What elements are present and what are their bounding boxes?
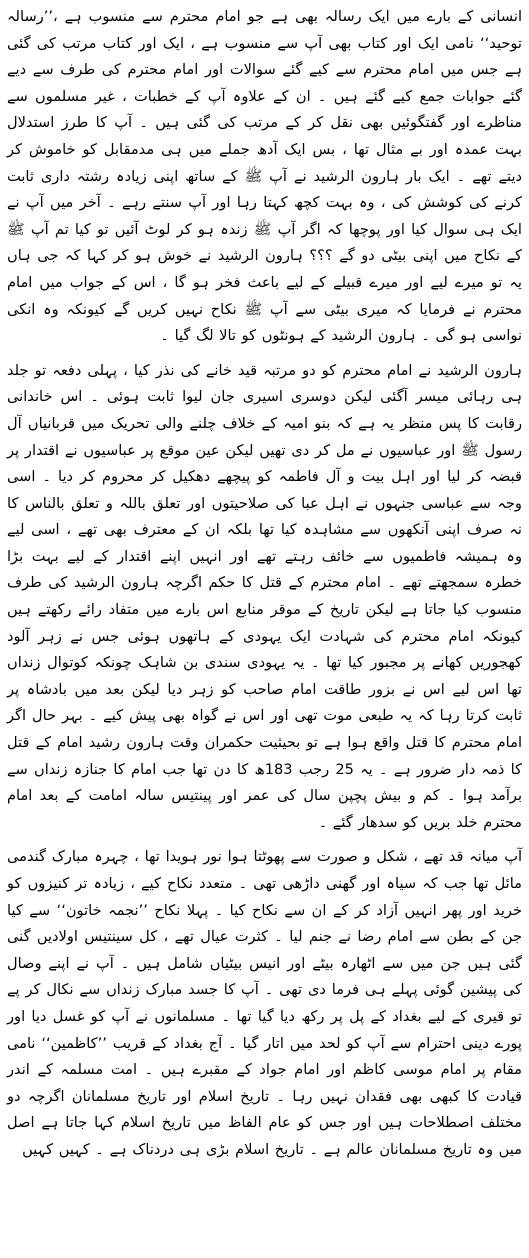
paragraph-books-and-debates: انسانی کے بارے میں ایک رسالہ بھی ہے جو امام محترم سے منسوب ہے ،’’رسالہ توحید‘‘ نامی ایک اور کتاب بھی آپ سے منسوب ہے ، ایک اور کتاب مرتب کی گئی ہے جس میں امام محترم سے کیے گئے سوالات اور امام محترم کی طرف سے دیے گئے جوابات جمع کیے گئے ہیں ۔ ان کے علاوہ آپ کے خطبات ، غیر مسلموں سے مناظرے اور گفتگوئیں بھی نقل کر کے مرتب کی گئی ہیں ۔ آپ کا طرز استدلال بہت عمدہ اور بے مثال تھا ، بس ایک آدھ جملے میں ہی مدمقابل کو خاموش کر دیتے تھے ۔ ایک بار ہارون الرشید نے آپ ﷺ کے ساتھ اپنی زیادہ رشتہ داری ثابت کرنے کی کوشش کی ، وہ بہت کچھ کہتا رہا اور آپ سنتے رہے ۔ آخر میں آپ نے ایک ہی سوال کیا اور پوچھا کہ اگر آپ ﷺ زندہ ہو کر لوٹ آئیں تو کیا تم آپ ﷺ کے نکاح میں اپنی بیٹی دو گے ؟؟؟ ہارون الرشید نے خوش ہو کر کہا کہ جی ہاں یہ تو میرے لیے اور میرے قبیلے کے لیے باعث فخر ہو گا ، اس کے جواب میں امام محترم نے فرمایا کہ میری بیٹی سے آپ ﷺ نکاح نہیں کریں گے کیونکہ وہ انکی نواسی ہو گی ۔ ہارون الرشید کے ہونٹوں کو تالا لگ گیا ۔ [7,8,522,345]
paragraph-imprisonment-and-martyrdom: ہارون الرشید نے امام محترم کو دو مرتبہ قید خانے کی نذر کیا ، پہلی دفعہ تو جلد ہی رہائی میسر آگئی لیکن دوسری اسیری جان لیوا ثابت ہوئی ۔ اس خاندانی رقابت کا پس منظر یہ ہے کہ بنو امیہ کے خلاف چلنے والی تحریک میں قربانیاں آل رسول ﷺ اور عباسیوں نے مل کر دی تھیں لیکن عین موقع پر عباسیوں نے اقتدار پر قبضہ کر لیا اور اہل بیت و آل فاطمہ کو پیچھے دھکیل کر محروم کر دیا ۔ اسی وجہ سے عباسی جنہوں نے اہل عبا کی صلاحیتوں اور تعلق باللہ و تعلق بالناس کا نہ صرف اپنی آنکھوں سے مشاہدہ کیا تھا بلکہ ان کے معترف بھی تھے ، اسی لیے وہ ہمیشہ فاطمیوں سے خائف رہتے تھے اور انہیں اپنے اقتدار کے لیے بہت بڑا خطرہ سمجھتے تھے ۔ امام محترم کے قتل کا حکم اگرچہ ہارون الرشید کی طرف منسوب کیا جاتا ہے لیکن تاریخ کے موقر منابع اس بارے میں متفاد رائے رکھتے ہیں کیونکہ امام محترم کی شہادت ایک یہودی کے ہاتھوں ہوئی جس نے زہر آلود کھجوریں کھانے پر مجبور کیا تھا ۔ یہ یہودی سندی بن شاہک چونکہ کوتوال زنداں تھا اس لیے اس نے بزور طاقت امام صاحب کو زہر دیا لیکن بعد میں بادشاہ پر ثابت کرتا رہا کہ یہ طبعی موت تھی اور اس نے گواہ بھی پیش کیے ۔ بہر حال اگر امام محترم کا قتل واقع ہوا ہے تو بحیثیت حکمران وقت ہارون رشید امام کے قتل کا ذمہ دار ضرور ہے ۔ یہ 25 رجب 183ھ کا دن تھا جب امام کا جنازہ زنداں سے برآمد ہوا ۔ کم و بیش پچپن سال کی عمر اور پینتیس سالہ امامت کے بعد امام محترم خلد بریں کو سدھار گئے ۔ [7,361,522,831]
paragraph-appearance-and-family: آپ میانہ قد تھے ، شکل و صورت سے پھوٹتا ہوا نور ہویدا تھا ، چہرہ مبارک گندمی مائل تھا جب کہ سیاہ اور گھنی داڑھی تھی ۔ متعدد نکاح کیے ، زیادہ تر کنیزوں کو خرید اور پھر انہیں آزاد کر کے ان سے نکاح کیا ۔ پہلا نکاح ’’نجمہ خاتون‘‘ سے کیا جن کے بطن سے امام رضا نے جنم لیا ۔ کثرت عیال تھے ، کل سینتیس اولادیں گنی گئی ہیں جن میں سے اٹھارہ بیٹے اور انیس بیٹیاں شامل ہیں ۔ آپ نے اپنے وصال کی پیشین گوئی پہلے ہی فرما دی تھی ۔ آپ کا جسد مبارک زنداں سے نکال کر پے تو قیری کے لیے بغداد کے پل پر رکھ دیا گیا تھا ۔ مسلمانوں نے آپ کو غسل دیا اور پورے دینی احترام سے آپ کو لحد میں اتار گیا ۔ آج بغداد کے قریب ’’کاظمین‘‘ نامی مقام پر امام موسی کاظم اور امام جواد کے مقبرے ہیں ۔ امت مسلمہ کے اندر قیادت کا کبھی بھی فقدان نہیں رہا ۔ تاریخ اسلام اور تاریخ مسلمانان اگرچہ دو مختلف اصطلاحات ہیں اور جس کو عام الفاظ میں تاریخ اسلام کہا جاتا ہے اصل میں وہ تاریخ مسلمانان عالم ہے ۔ تاریخ اسلام بڑی ہی دردناک ہے ۔ کہیں کہیں [7,848,522,1158]
